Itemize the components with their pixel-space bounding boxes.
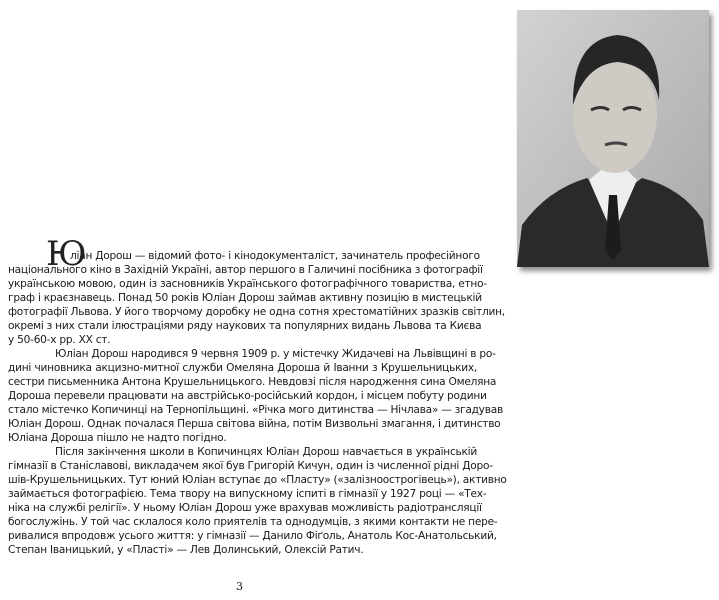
text-line: ніка на службі релігії». У ньому Юліан Дорош уже врахував можливість радіотрансляції <box>8 502 482 514</box>
portrait-photo <box>517 10 709 267</box>
text-line: у 50-60-х рр. ХХ ст. <box>8 334 111 346</box>
text-line: дині чиновника акцизно-митної служби Омеляна Дороша й Іванни з Крушельницьких, <box>8 362 477 374</box>
text-line: національного кіно в Західній Україні, автор першого в Галичині посібника з фотографії <box>8 264 483 276</box>
paragraph <box>8 234 505 347</box>
text-line-content: ліан Дорош — відомий фото- і кінодокументаліст, зачинатель професійного <box>70 250 480 262</box>
text-line: ривалися впродовж усього життя: у гімназії — Данило Фіґоль, Анатоль Кос-Анатольський, <box>8 530 497 542</box>
page-number: 3 <box>236 580 243 593</box>
paragraph <box>8 347 503 445</box>
text-line: Після закінчення школи в Копичинцях Юліан Дорош навчається в українській <box>55 446 477 458</box>
text-line: фотографії Львова. У його творчому доробку не одна сотня хрестоматійних зразків світлин, <box>8 306 505 318</box>
text-line: шів-Крушельницьких. Тут юний Юліан вступає до «Пласту» («залізноострогівець»), активно <box>8 474 507 486</box>
text-line: Степан Іваницький, у «Пласті» — Лев Долинський, Олексій Ратич. <box>8 544 364 556</box>
text-line: українською мовою, один із засновників Українського фотографічного товариства, етно- <box>8 278 487 290</box>
text-line: Юліан Дорош народився 9 червня 1909 р. у містечку Жидачеві на Львівщині в ро- <box>55 348 496 360</box>
text-line: гімназії в Станіславові, викладачем якої був Григорій Кичун, один із численної рідні Доро- <box>8 460 493 472</box>
text-line: займається фотографією. Тема твору на випускному іспиті в гімназії у 1927 році — «Тех- <box>8 488 487 500</box>
text-line: граф і краєзнавець. Понад 50 років Юліан Дорош займав активну позицію в мистецькій <box>8 292 482 304</box>
article-body <box>8 234 507 557</box>
paragraph <box>8 445 507 557</box>
drop-cap: Ю <box>46 234 84 274</box>
text-line: Юліан Дорош. Однак почалася Перша світова війна, потім Визвольні змагання, і дитинство <box>8 418 501 430</box>
text-line: стало містечко Копичинці на Тернопільщині. «Річка мого дитинства — Нічлава» — згадував <box>8 404 503 416</box>
text-line: окремі з них стали ілюстраціями ряду наукових та популярних видань Львова та Києва <box>8 320 482 332</box>
text-line: Дороша перевели працювати на австрійсько-російський кордон, і місцем побуту родини <box>8 390 487 402</box>
text-line: Юліана Дороша пішло не надто погідно. <box>8 432 227 444</box>
text-line: сестри письменника Антона Крушельницького. Невдовзі після народження сина Омеляна <box>8 376 497 388</box>
text-line: богослужінь. У той час склалося коло приятелів та однодумців, з якими контакти не пере- <box>8 516 498 528</box>
